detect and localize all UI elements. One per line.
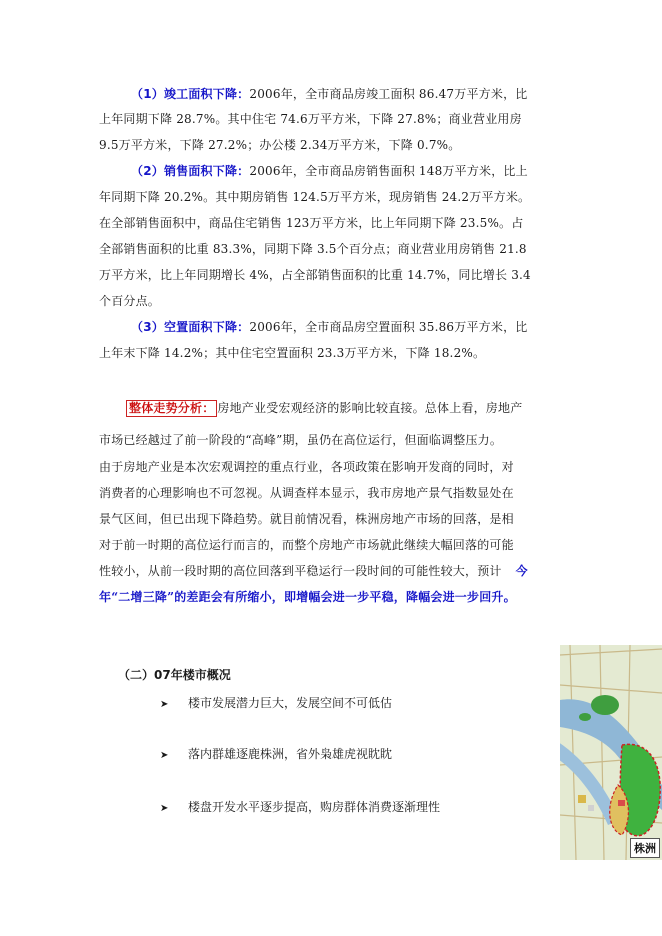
p2-line-6: 个百分点。 [99, 294, 161, 308]
bullet-arrow-icon: ➤ [160, 803, 169, 814]
analysis-text-7: 性较小，从前一段时期的高位回落到平稳运行一段时间的可能性较大，预计 [99, 564, 502, 578]
analysis-line-3: 由于房地产业是本次宏观调控的重点行业，各项政策在影响开发商的同时，对 [99, 460, 514, 474]
analysis-line-5: 景气区间，但已出现下降趋势。就目前情况看，株洲房地产市场的回落，是相 [99, 512, 514, 526]
p2-text-1: 2006年，全市商品房销售面积 148万平方米，比上 [249, 164, 528, 178]
p2-line-2: 年同期下降 20.2%。其中期房销售 124.5万平方米，现房销售 24.2万平方米。 [99, 190, 531, 204]
p2-line-3: 在全部销售面积中，商品住宅销售 123万平方米，比上年同期下降 23.5%。占 [99, 216, 524, 230]
analysis-line-4: 消费者的心理影响也不可忽视。从调查样本显示，我市房地产景气指数显处在 [99, 486, 514, 500]
p2-line-5: 万平方米，比上年同期增长 4%，占全部销售面积的比重 14.7%，同比增长 3.4 [99, 268, 531, 282]
p3-line-1 [131, 319, 527, 335]
map-label: 株洲 [630, 838, 660, 858]
section-heading: （二）07年楼市概况 [118, 668, 231, 682]
city-map-graphic [560, 645, 662, 860]
bullet-text: 楼市发展潜力巨大，发展空间不可低估 [188, 696, 393, 710]
bullet-text: 落内群雄逐鹿株洲，省外枭雄虎视眈眈 [188, 747, 393, 761]
bullet-item [160, 798, 440, 815]
p2-label: （2）销售面积下降： [131, 164, 250, 178]
bullet-arrow-icon: ➤ [160, 699, 169, 710]
p1-line-1 [131, 86, 527, 102]
bullet-arrow-icon: ➤ [160, 750, 169, 761]
p2-line-1 [131, 163, 528, 179]
p3-text-1: 2006年，全市商品房空置面积 35.86万平方米，比 [249, 320, 528, 334]
analysis-line-7 [99, 563, 528, 579]
city-map [560, 645, 662, 860]
p1-label: （1）竣工面积下降： [131, 87, 250, 101]
analysis-line-6: 对于前一时期的高位运行而言的，而整个房地产市场就此继续大幅回落的可能 [99, 538, 514, 552]
bullet-text: 楼盘开发水平逐步提高，购房群体消费逐渐理性 [188, 800, 441, 814]
p1-line-2: 上年同期下降 28.7%。其中住宅 74.6万平方米，下降 27.8%；商业营业用房 [99, 112, 522, 126]
analysis-text-1: 房地产业受宏观经济的影响比较直接。总体上看，房地产 [217, 401, 523, 415]
bullet-item [160, 694, 392, 711]
p1-text-1: 2006年，全市商品房竣工面积 86.47万平方米，比 [249, 87, 528, 101]
analysis-text-7-blue: 今 [515, 564, 528, 578]
p3-label: （3）空置面积下降： [131, 320, 250, 334]
p2-line-4: 全部销售面积的比重 83.3%，同期下降 3.5个百分点；商业营业用房销售 21.8 [99, 242, 527, 256]
analysis-line-2: 市场已经越过了前一阶段的“高峰”期，虽仍在高位运行，但面临调整压力。 [99, 433, 503, 447]
p1-line-3: 9.5万平方米，下降 27.2%；办公楼 2.34万平方米，下降 0.7%。 [99, 138, 461, 152]
analysis-line-1 [126, 400, 522, 417]
analysis-line-8: 年“二增三降”的差距会有所缩小，即增幅会进一步平稳，降幅会进一步回升。 [99, 590, 516, 604]
analysis-label: 整体走势分析： [126, 400, 217, 417]
p3-line-2: 上年末下降 14.2%；其中住宅空置面积 23.3万平方米，下降 18.2%。 [99, 346, 486, 360]
bullet-item [160, 745, 392, 762]
